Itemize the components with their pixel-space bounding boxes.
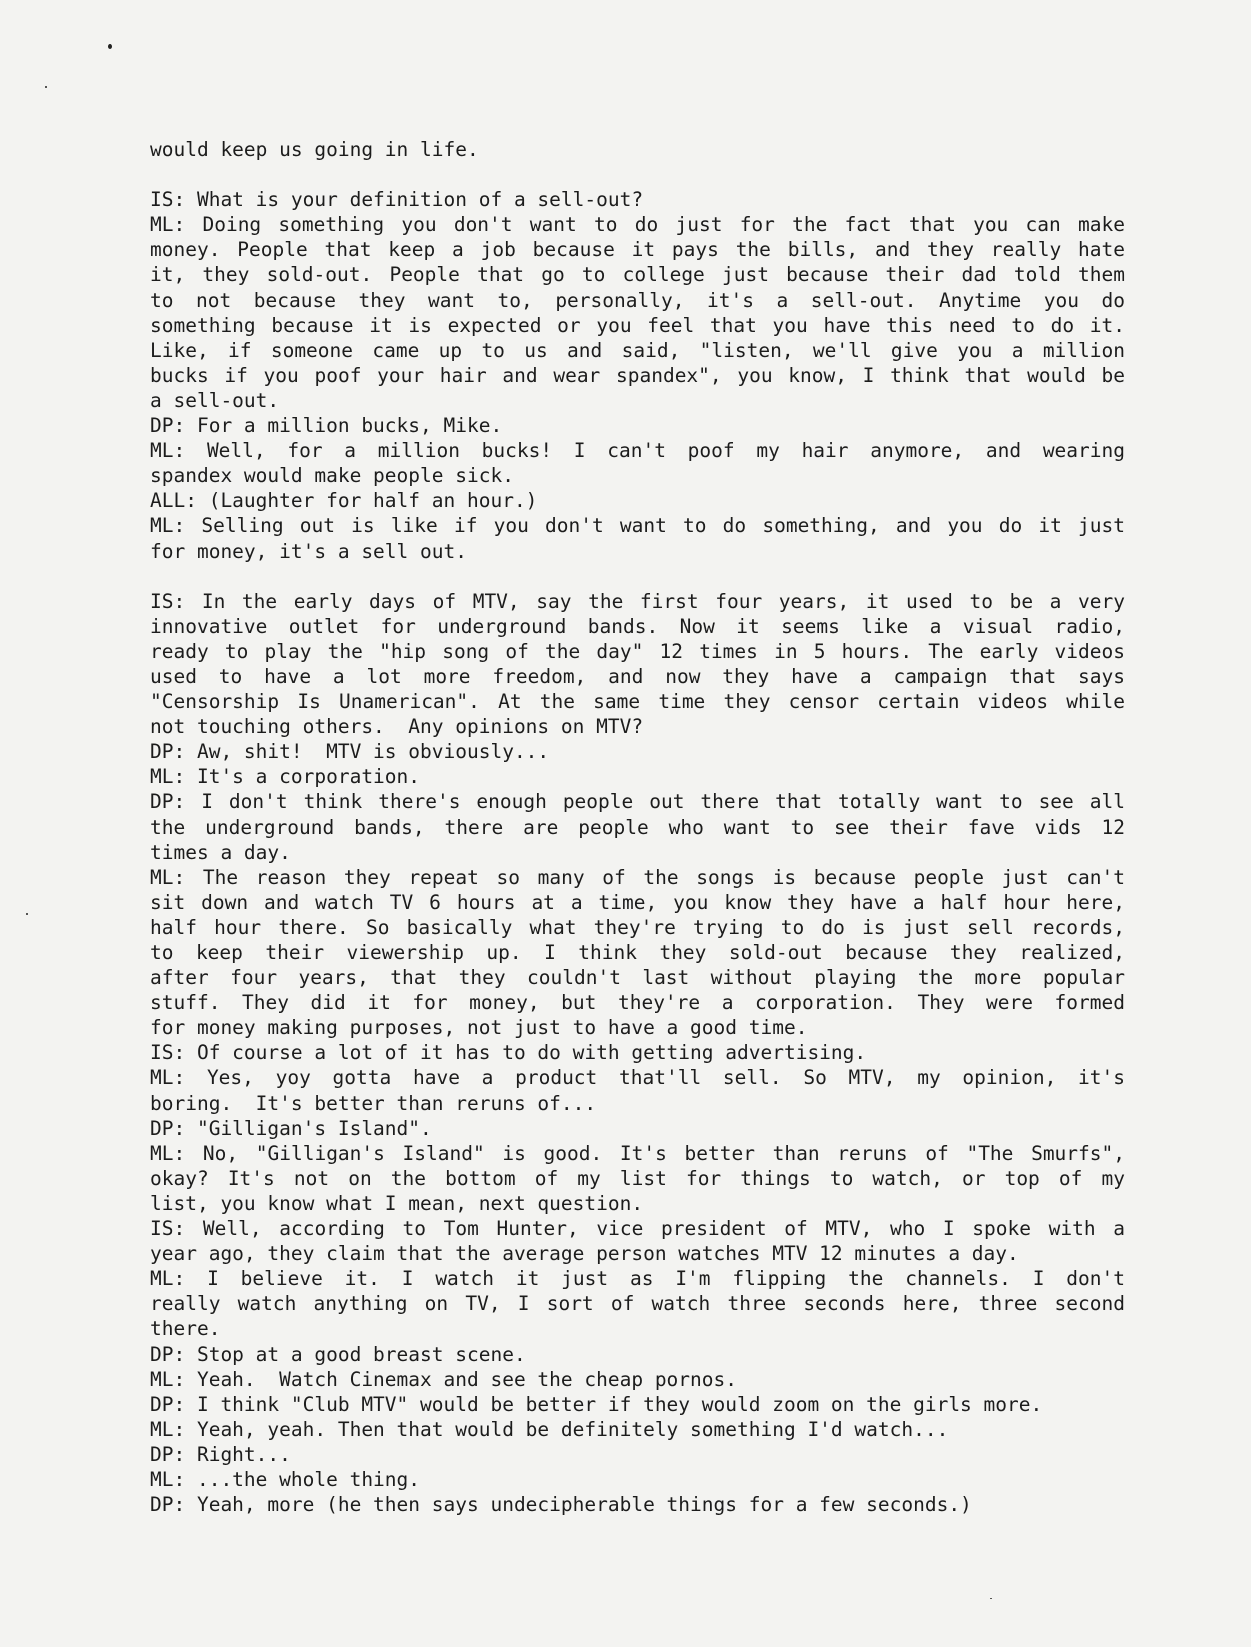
transcript-line: sit down and watch TV 6 hours at a time, you know they have a half hour here,	[150, 890, 1125, 914]
transcript-line: ML: It's a corporation.	[150, 765, 421, 789]
scan-speck	[45, 86, 47, 88]
transcript-line: really watch anything on TV, I sort of watch three seconds here, three second	[150, 1292, 1125, 1316]
transcript-line: boring. It's better than reruns of...	[150, 1091, 597, 1115]
transcript-line: DP: For a million bucks, Mike.	[150, 414, 503, 438]
transcript-line: spandex would make people sick.	[150, 464, 514, 488]
transcript-line: innovative outlet for underground bands. Now it seems like a visual radio,	[150, 614, 1125, 638]
transcript-line: for money making purposes, not just to have a good time.	[150, 1016, 808, 1040]
transcript-line: the underground bands, there are people who want to see their fave vids 12	[150, 815, 1125, 839]
transcript-line: "Censorship Is Unamerican". At the same time they censor certain videos while	[150, 690, 1125, 714]
transcript-line: there.	[150, 1317, 221, 1341]
transcript-line: ML: Doing something you don't want to do just for the fact that you can make	[150, 213, 1125, 237]
paragraph-gap	[150, 564, 1125, 589]
transcript-line: DP: Yeah, more (he then says undecipherable things for a few seconds.)	[150, 1493, 972, 1517]
transcript-line: okay? It's not on the bottom of my list for things to watch, or top of my	[150, 1166, 1125, 1190]
transcript-line: IS: Well, according to Tom Hunter, vice president of MTV, who I spoke with a	[150, 1217, 1125, 1241]
transcript-line: DP: Aw, shit! MTV is obviously...	[150, 740, 550, 764]
transcript-line: to keep their viewership up. I think they sold-out because they realized,	[150, 941, 1125, 964]
transcript-line: money. People that keep a job because it pays the bills, and they really hate	[150, 238, 1125, 262]
transcript-line: ML: Well, for a million bucks! I can't poof my hair anymore, and wearing	[150, 439, 1125, 463]
transcript-line: ML: Yeah, yeah. Then that would be definitely something I'd watch...	[150, 1417, 949, 1441]
transcript-line: IS: What is your definition of a sell-out?	[150, 188, 644, 212]
transcript-line: times a day.	[150, 840, 291, 864]
interview-transcript	[150, 137, 1125, 1517]
transcript-line: Like, if someone came up to us and said, "listen, we'll give you a million	[150, 338, 1125, 362]
transcript-line: ML: The reason they repeat so many of the songs is because people just can't	[150, 865, 1125, 889]
transcript-line: ALL: (Laughter for half an hour.)	[150, 489, 538, 513]
transcript-line: after four years, that they couldn't last without playing the more popular	[150, 966, 1125, 990]
transcript-line: it, they sold-out. People that go to college just because their dad told them	[150, 263, 1125, 287]
transcript-line: not touching others. Any opinions on MTV?	[150, 715, 644, 739]
transcript-line: DP: "Gilligan's Island".	[150, 1116, 432, 1140]
transcript-line: used to have a lot more freedom, and now they have a campaign that says	[150, 664, 1125, 688]
transcript-line: DP: Stop at a good breast scene.	[150, 1342, 526, 1366]
transcript-line: stuff. They did it for money, but they're a corporation. They were formed	[150, 991, 1125, 1015]
transcript-line: ML: ...the whole thing.	[150, 1467, 421, 1491]
transcript-line: DP: Right...	[150, 1442, 291, 1466]
transcript-line: ML: Selling out is like if you don't want to do something, and you do it just	[150, 514, 1125, 538]
transcript-line: ML: I believe it. I watch it just as I'm flipping the channels. I don't	[150, 1267, 1125, 1291]
transcript-line: year ago, they claim that the average person watches MTV 12 minutes a day.	[150, 1242, 1019, 1266]
transcript-line: something because it is expected or you feel that you have this need to do it.	[150, 313, 1125, 337]
scan-speck	[108, 44, 112, 49]
transcript-line: would keep us going in life.	[150, 138, 479, 161]
transcript-line: for money, it's a sell out.	[150, 539, 467, 563]
scan-speck	[990, 1598, 992, 1599]
transcript-line: bucks if you poof your hair and wear spandex", you know, I think that would be	[150, 363, 1125, 387]
transcript-line: ML: Yeah. Watch Cinemax and see the cheap pornos.	[150, 1367, 737, 1391]
transcript-line: half hour there. So basically what they're trying to do is just sell records,	[150, 915, 1125, 939]
transcript-line: DP: I don't think there's enough people out there that totally want to see all	[150, 790, 1125, 814]
transcript-line: ready to play the "hip song of the day" 12 times in 5 hours. The early videos	[150, 639, 1125, 663]
transcript-line: ML: No, "Gilligan's Island" is good. It's better than reruns of "The Smurfs",	[150, 1141, 1125, 1165]
transcript-line: to not because they want to, personally, it's a sell-out. Anytime you do	[150, 288, 1125, 312]
transcript-line: ML: Yes, yoy gotta have a product that'll sell. So MTV, my opinion, it's	[150, 1066, 1125, 1090]
transcript-line: IS: Of course a lot of it has to do with getting advertising.	[150, 1041, 867, 1065]
scan-speck	[26, 913, 28, 915]
transcript-line: a sell-out.	[150, 388, 280, 412]
transcript-line: DP: I think "Club MTV" would be better if they would zoom on the girls more.	[150, 1392, 1043, 1416]
paragraph-gap	[150, 162, 1125, 187]
transcript-line: list, you know what I mean, next question.	[150, 1191, 644, 1215]
transcript-line: IS: In the early days of MTV, say the first four years, it used to be a very	[150, 589, 1125, 613]
